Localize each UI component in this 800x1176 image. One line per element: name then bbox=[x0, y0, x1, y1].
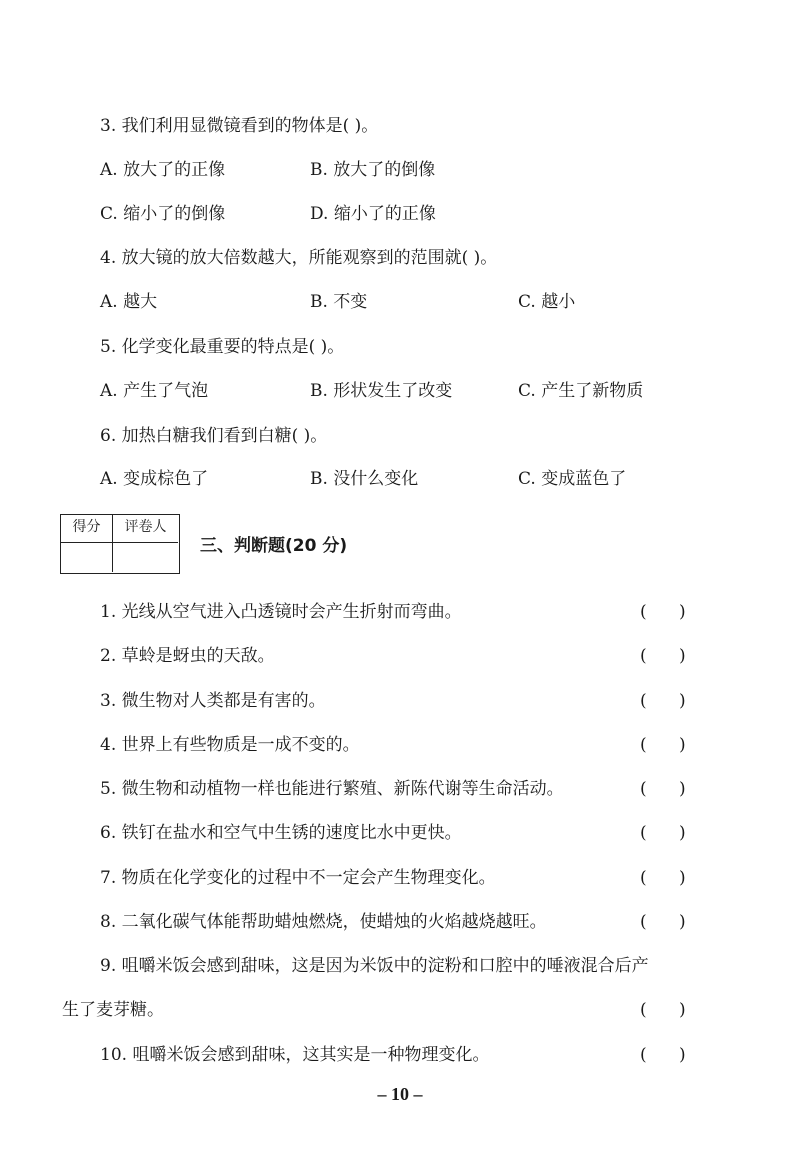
answer-blank[interactable]: ( ) bbox=[640, 691, 686, 711]
judge-question-5: 5. 微生物和动植物一样也能进行繁殖、新陈代谢等生命活动。 bbox=[100, 779, 564, 799]
grader-header: 评卷人 bbox=[113, 515, 178, 543]
score-table bbox=[60, 514, 180, 574]
answer-blank[interactable]: ( ) bbox=[640, 912, 686, 932]
question-3-stem: 3. 我们利用显微镜看到的物体是( )。 bbox=[100, 116, 379, 136]
question-5-stem: 5. 化学变化最重要的特点是( )。 bbox=[100, 337, 345, 357]
judge-question-4: 4. 世界上有些物质是一成不变的。 bbox=[100, 735, 360, 755]
judge-question-10: 10. 咀嚼米饭会感到甜味，这其实是一种物理变化。 bbox=[100, 1045, 490, 1065]
question-3-option-b: B. 放大了的倒像 bbox=[310, 160, 436, 180]
answer-blank[interactable]: ( ) bbox=[640, 823, 686, 843]
answer-blank[interactable]: ( ) bbox=[640, 1045, 686, 1065]
answer-blank[interactable]: ( ) bbox=[640, 602, 686, 622]
judge-question-3: 3. 微生物对人类都是有害的。 bbox=[100, 691, 326, 711]
page-number: – 10 – bbox=[377, 1084, 423, 1104]
question-5-option-a: A. 产生了气泡 bbox=[100, 381, 209, 401]
question-5-option-b: B. 形状发生了改变 bbox=[310, 381, 453, 401]
score-cell[interactable] bbox=[61, 543, 113, 572]
question-6-option-b: B. 没什么变化 bbox=[310, 469, 419, 489]
answer-blank[interactable]: ( ) bbox=[640, 868, 686, 888]
answer-blank[interactable]: ( ) bbox=[640, 735, 686, 755]
judge-question-2: 2. 草蛉是蚜虫的天敌。 bbox=[100, 646, 275, 666]
judge-question-8: 8. 二氧化碳气体能帮助蜡烛燃烧，使蜡烛的火焰越烧越旺。 bbox=[100, 912, 547, 932]
judge-question-6: 6. 铁钉在盐水和空气中生锈的速度比水中更快。 bbox=[100, 823, 462, 843]
question-5-option-c: C. 产生了新物质 bbox=[518, 381, 644, 401]
answer-blank[interactable]: ( ) bbox=[640, 1000, 686, 1020]
score-header: 得分 bbox=[61, 515, 113, 543]
judge-question-9-continued: 生了麦芽糖。 bbox=[62, 1000, 164, 1020]
question-3-option-c: C. 缩小了的倒像 bbox=[100, 204, 226, 224]
question-6-stem: 6. 加热白糖我们看到白糖( )。 bbox=[100, 426, 328, 446]
section-title: 三、判断题(20 分) bbox=[200, 536, 348, 556]
grader-cell[interactable] bbox=[113, 543, 178, 572]
question-6-option-c: C. 变成蓝色了 bbox=[518, 469, 627, 489]
question-6-option-a: A. 变成棕色了 bbox=[100, 469, 209, 489]
question-4-option-b: B. 不变 bbox=[310, 292, 368, 312]
answer-blank[interactable]: ( ) bbox=[640, 779, 686, 799]
question-4-stem: 4. 放大镜的放大倍数越大，所能观察到的范围就( )。 bbox=[100, 248, 498, 268]
question-4-option-a: A. 越大 bbox=[100, 292, 158, 312]
judge-question-1: 1. 光线从空气进入凸透镜时会产生折射而弯曲。 bbox=[100, 602, 462, 622]
question-3-option-d: D. 缩小了的正像 bbox=[310, 204, 436, 224]
question-4-option-c: C. 越小 bbox=[518, 292, 576, 312]
answer-blank[interactable]: ( ) bbox=[640, 646, 686, 666]
question-3-option-a: A. 放大了的正像 bbox=[100, 160, 226, 180]
judge-question-9: 9. 咀嚼米饭会感到甜味，这是因为米饭中的淀粉和口腔中的唾液混合后产 bbox=[100, 956, 649, 976]
judge-question-7: 7. 物质在化学变化的过程中不一定会产生物理变化。 bbox=[100, 868, 496, 888]
